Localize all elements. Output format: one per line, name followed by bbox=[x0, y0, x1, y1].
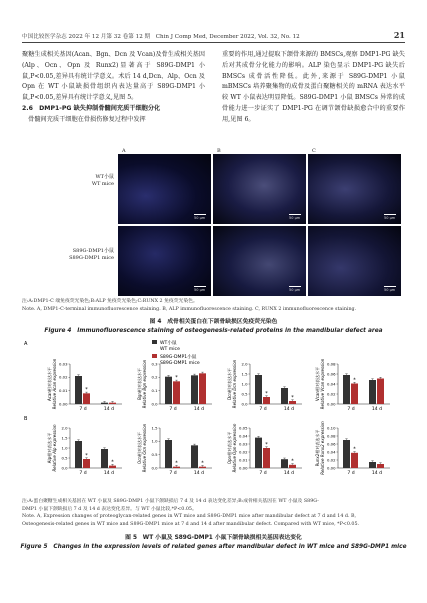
y-tick-label: 0.04 bbox=[327, 449, 336, 455]
col-label-c: C bbox=[312, 148, 316, 154]
y-axis-label: Relative Acan expression bbox=[52, 358, 57, 410]
figure-4-caption-cn: 图 4 成骨相关蛋白在下颌骨缺损区免疫荧光染色 bbox=[149, 319, 278, 325]
y-tick-label: 0.00 bbox=[59, 401, 68, 407]
significance-mark: * bbox=[201, 460, 204, 467]
significance-mark: * bbox=[265, 390, 268, 397]
significance-mark: * bbox=[353, 446, 356, 453]
y-tick-label: 0.1 bbox=[151, 387, 158, 393]
scale-bar: 50 μm bbox=[194, 216, 206, 220]
bar bbox=[75, 376, 82, 404]
figure-5-caption-en: Figure 5 Changes in the expression levels of related genes after mandibular defect in WT mice and S89G-DMP1 mice bbox=[20, 544, 407, 550]
y-axis-label-cn: Bgn相对表达水平 bbox=[137, 368, 142, 400]
x-tick-label: 14 d bbox=[103, 471, 115, 476]
y-tick-label: 1.0 bbox=[241, 381, 248, 387]
y-axis-label: Relative Opn expression bbox=[232, 423, 237, 473]
x-tick-label: 7 d bbox=[79, 471, 87, 476]
scale-bar: 50 μm bbox=[384, 216, 396, 220]
bar bbox=[343, 375, 350, 404]
bar bbox=[255, 375, 262, 404]
section-label-b: B bbox=[24, 416, 28, 422]
row-label-wt-cn: WT小鼠 bbox=[95, 174, 114, 180]
y-axis-label-cn: Dcn相对表达水平 bbox=[227, 368, 232, 400]
y-tick-label: 0.2 bbox=[151, 374, 158, 380]
figure-5-caption bbox=[0, 532, 427, 550]
y-tick-label: 0.5 bbox=[241, 391, 248, 397]
x-tick-label: 7 d bbox=[347, 407, 355, 412]
x-tick-label: 7 d bbox=[169, 407, 177, 412]
figure-5-note bbox=[22, 498, 405, 528]
significance-mark: * bbox=[175, 375, 178, 382]
y-tick-label: 0.01 bbox=[239, 457, 248, 463]
header-journal: 中国比较医学杂志 2022 年 12 月第 32 卷第 12 期 Chin J Comp Med, December 2022, Vol. 32, No. 12 bbox=[22, 34, 300, 40]
row-label-mut-en: S89G-DMP1 mice bbox=[69, 254, 114, 261]
bar bbox=[369, 380, 376, 404]
x-tick-label: 14 d bbox=[283, 471, 295, 476]
x-tick-label: 7 d bbox=[259, 407, 267, 412]
y-tick-label: 0.01 bbox=[59, 387, 68, 393]
bar bbox=[289, 401, 296, 404]
y-tick-label: 0.04 bbox=[239, 433, 248, 439]
y-tick-label: 1.0 bbox=[151, 438, 158, 444]
x-tick-label: 7 d bbox=[169, 471, 177, 476]
bar bbox=[173, 467, 180, 468]
y-tick-label: 0.08 bbox=[327, 361, 336, 367]
legend-swatch bbox=[152, 354, 157, 358]
y-axis-label-cn: Alp相对表达水平 bbox=[47, 432, 52, 464]
x-tick-label: 14 d bbox=[371, 407, 383, 412]
y-axis-label: Relative Runx2 expression bbox=[320, 421, 325, 475]
figure-4-note-en: Note. A, DMP1-C-terminal immunofluorescence staining. B, ALP immunofluorescence staining. C, RUNX 2 immunofluorescence staining. bbox=[22, 306, 357, 312]
bar bbox=[109, 466, 116, 468]
right-paragraph: 重要的作用,通过提取下颌骨来源的 BMSCs,观察 DMP1-PG 缺失后对其成骨分化能力的影响。ALP 染色显示 DMP1-PG 缺失后 BMSCs 成骨活性降低。此外,来源于 S89G-DMP1 小鼠 mBMSCs 培养聚集物的成骨及蛋白聚糖相关的 mRNA 表达水平较 WT 小鼠表达明显降低。S89G-DMP1 小鼠 BMSCs 异常的成骨能力进一步证实了 DMP1-PG 在调节颌骨缺损愈合中的重要作用,见图 6。 bbox=[222, 51, 405, 123]
bar bbox=[101, 403, 108, 404]
x-tick-label: 14 d bbox=[193, 471, 205, 476]
bar bbox=[165, 377, 172, 404]
bar bbox=[281, 459, 288, 468]
significance-mark: * bbox=[353, 377, 356, 384]
col-label-a: A bbox=[122, 148, 126, 154]
y-tick-label: 0.08 bbox=[327, 433, 336, 439]
y-tick-label: 0.00 bbox=[239, 465, 248, 471]
y-axis-label-cn: Acan相对表达水平 bbox=[47, 367, 52, 401]
bar bbox=[101, 449, 108, 468]
bar bbox=[191, 445, 198, 468]
bar bbox=[377, 379, 384, 405]
significance-mark: * bbox=[291, 458, 294, 465]
bar bbox=[369, 462, 376, 468]
y-axis-label-cn: Runx2相对表达水平 bbox=[315, 429, 320, 467]
y-axis-label: Relative Ocn expression bbox=[142, 423, 147, 473]
x-tick-label: 14 d bbox=[283, 407, 295, 412]
y-tick-label: 0.3 bbox=[151, 361, 158, 367]
y-tick-label: 0.00 bbox=[327, 465, 336, 471]
bar bbox=[263, 448, 270, 468]
bar bbox=[343, 440, 350, 468]
scale-bar: 50 μm bbox=[289, 216, 301, 220]
legend-swatch bbox=[152, 340, 157, 344]
left-paragraph-2: 骨髓间充质干细胞在骨损伤修复过程中发挥 bbox=[22, 115, 146, 123]
bar bbox=[83, 459, 90, 468]
y-tick-label: 0.03 bbox=[239, 441, 248, 447]
x-tick-label: 7 d bbox=[259, 471, 267, 476]
figure-5-caption-cn: 图 5 WT 小鼠及 S89G-DMP1 小鼠下颌骨缺损相关基因表达变化 bbox=[125, 535, 302, 541]
legend-label-cn: S89G-DMP1小鼠 bbox=[160, 355, 197, 360]
y-tick-label: 0.5 bbox=[61, 455, 68, 461]
row-label-mut-cn: S89G-DMP1小鼠 bbox=[72, 248, 114, 254]
bar bbox=[255, 438, 262, 468]
y-tick-label: 1.5 bbox=[151, 425, 158, 431]
significance-mark: * bbox=[265, 441, 268, 448]
y-tick-label: 0.02 bbox=[327, 457, 336, 463]
y-tick-label: 0.0 bbox=[241, 401, 248, 407]
y-tick-label: 0.03 bbox=[59, 361, 68, 367]
x-tick-label: 7 d bbox=[347, 471, 355, 476]
y-tick-label: 0.0 bbox=[61, 465, 68, 471]
bar bbox=[351, 384, 358, 405]
y-tick-label: 1.5 bbox=[61, 435, 68, 441]
section-label-a: A bbox=[24, 341, 28, 347]
y-tick-label: 0.10 bbox=[327, 425, 336, 431]
bar bbox=[199, 373, 206, 404]
figure-4-caption-en: Figure 4 Immunofluorescence staining of osteogenesis-related proteins in the mandibular defect area bbox=[44, 328, 383, 334]
y-axis-label: Relative Bgn expression bbox=[142, 359, 147, 409]
row-label-wt-en: WT mice bbox=[91, 180, 114, 187]
scale-bar: 50 μm bbox=[289, 288, 301, 292]
bar bbox=[289, 465, 296, 468]
section-heading: 2.6 DMP1-PG 缺失抑制骨髓间充质干细胞分化 bbox=[22, 104, 161, 112]
y-tick-label: 1.5 bbox=[241, 371, 248, 377]
legend-label-en: WT mice bbox=[160, 347, 180, 352]
y-tick-label: 2.0 bbox=[241, 361, 248, 367]
significance-mark: * bbox=[85, 387, 88, 394]
y-axis-label-cn: Vcan相对表达水平 bbox=[315, 367, 320, 401]
y-tick-label: 0.06 bbox=[327, 371, 336, 377]
bar bbox=[199, 467, 206, 468]
figure-5-note-4: Osteogenesis-related genes in WT mice and S89G-DMP1 mice at 7 d and 14 d after mandibular defect. Compared with WT mice, *P<0.05. bbox=[22, 521, 360, 527]
x-tick-label: 7 d bbox=[79, 407, 87, 412]
y-tick-label: 0.5 bbox=[151, 451, 158, 457]
bar bbox=[173, 381, 180, 404]
y-tick-label: 0.0 bbox=[151, 401, 158, 407]
scale-bar: 50 μm bbox=[384, 288, 396, 292]
y-axis-label: Relative Vcan expression bbox=[320, 358, 325, 410]
bar bbox=[281, 388, 288, 404]
bar bbox=[75, 441, 82, 468]
y-axis-label: Relative Dcn expression bbox=[232, 359, 237, 409]
y-tick-label: 0.06 bbox=[327, 441, 336, 447]
figure-4-note-cn: 注:A:DMP1-C 端免疫荧光染色;B:ALP 免疫荧光染色;C:RUNX 2 免疫荧光染色。 bbox=[22, 299, 198, 304]
bar bbox=[377, 464, 384, 468]
y-axis-label: Relative Alp expression bbox=[52, 424, 57, 472]
y-axis-label-cn: Opn相对表达水平 bbox=[227, 431, 232, 465]
y-tick-label: 0.02 bbox=[239, 449, 248, 455]
col-label-b: B bbox=[217, 148, 221, 154]
significance-mark: * bbox=[111, 459, 114, 466]
scale-bar: 50 μm bbox=[194, 288, 206, 292]
y-axis-label-cn: Ocn相对表达水平 bbox=[137, 432, 142, 464]
legend-label-cn: WT小鼠 bbox=[160, 341, 177, 346]
x-tick-label: 14 d bbox=[371, 471, 383, 476]
x-tick-label: 14 d bbox=[193, 407, 205, 412]
figure-5-note-2: DMP1 小鼠下颌缺损后 7 d 及 14 d 表达变化差异。与 WT 小鼠比较,*P<0.05。 bbox=[22, 506, 197, 512]
figure-5-note-3: Note. A, Expression changes of proteoglycan-related genes in WT mice and S89G-DMP1 mice after mandibular defect at 7 d and 14 d. B, bbox=[22, 514, 357, 520]
y-tick-label: 2.0 bbox=[61, 425, 68, 431]
significance-mark: * bbox=[291, 394, 294, 401]
x-tick-label: 14 d bbox=[103, 407, 115, 412]
bar bbox=[83, 393, 90, 404]
bar bbox=[165, 440, 172, 468]
significance-mark: * bbox=[175, 460, 178, 467]
significance-mark: * bbox=[85, 452, 88, 459]
y-tick-label: 1.0 bbox=[61, 445, 68, 451]
figure-5-note-1: 注:A:蛋白聚糖生成相关基因在 WT 小鼠及 S89G-DMP1 小鼠下颌缺损后 7 d 及 14 d 表达变化差异;B:成骨相关基因在 WT 小鼠及 S89G- bbox=[22, 499, 319, 504]
bar bbox=[351, 453, 358, 468]
legend-label-en: S89G-DMP1 mice bbox=[160, 361, 200, 366]
y-tick-label: 0.0 bbox=[151, 465, 158, 471]
y-tick-label: 0.02 bbox=[59, 374, 68, 380]
y-tick-label: 0.00 bbox=[327, 401, 336, 407]
page-number: 21 bbox=[393, 30, 405, 40]
bar bbox=[191, 375, 198, 404]
bar bbox=[109, 403, 116, 404]
y-tick-label: 0.02 bbox=[327, 391, 336, 397]
left-paragraph: 聚糖生成相关基因(Acan、Bgn、Dcn 及 Vcan)及骨生成相关基因(Alp、Ocn、Opn 及 Runx2)显著高于 S89G-DMP1 小鼠,P<0.05,差异具有统计学意义。术后 14 d,Dcn、Alp、Ocn 及 Opn 在 WT 小鼠缺损骨组织内表达量高于 S89G-DMP1 小鼠,P<0.05,差异具有统计学意义,见图 5。 bbox=[22, 51, 205, 102]
y-tick-label: 0.05 bbox=[239, 425, 248, 431]
y-tick-label: 0.04 bbox=[327, 381, 336, 387]
bar bbox=[263, 397, 270, 404]
